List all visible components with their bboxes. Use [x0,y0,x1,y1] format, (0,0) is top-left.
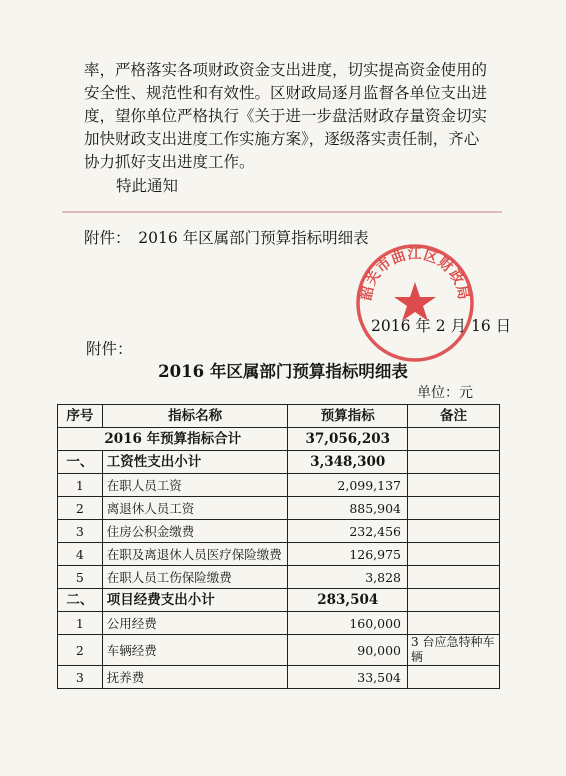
row-amount: 160,000 [288,612,408,635]
row-amount: 885,904 [288,497,408,520]
row-no: 3 [58,666,103,689]
row-amount: 33,504 [288,666,408,689]
row-name: 在职人员工资 [102,474,288,497]
row-name: 住房公积金缴费 [102,520,288,543]
official-seal-icon [354,242,476,364]
row-note: 3 台应急特种车辆 [408,635,500,666]
body-line-2: 安全性、规范性和有效性。区财政局逐月监督各单位支出进 [84,84,488,102]
table-row [58,497,500,520]
body-line-3: 度，望你单位严格执行《关于进一步盘活财政存量资金切实 [84,107,488,125]
row-name: 在职及离退休人员医疗保险缴费 [102,543,288,566]
row-note [408,497,500,520]
table-row [58,566,500,589]
row-note [408,666,500,689]
table-row [58,612,500,635]
row-name: 工资性支出小计 [102,451,288,474]
row-no: 2 [58,497,103,520]
row-no: 1 [58,612,103,635]
row-no: 2 [58,635,103,666]
row-amount: 3,828 [288,566,408,589]
row-amount: 3,348,300 [288,451,408,474]
table-row [58,589,500,612]
table-row [58,635,500,666]
header-name: 指标名称 [102,405,288,428]
row-note [408,520,500,543]
row-name: 车辆经费 [102,635,288,666]
table-header-row [58,405,500,428]
total-amount: 37,056,203 [288,428,408,451]
table-row [58,666,500,689]
row-no: 1 [58,474,103,497]
row-name: 公用经费 [102,612,288,635]
row-no: 二、 [58,589,103,612]
table-title: 2016 年区属部门预算指标明细表 [158,362,408,381]
row-no: 4 [58,543,103,566]
row-note [408,589,500,612]
table-row [58,451,500,474]
table-body [58,451,500,689]
row-amount: 283,504 [288,589,408,612]
row-name: 离退休人员工资 [102,497,288,520]
row-note [408,543,500,566]
table-row [58,474,500,497]
row-note [408,451,500,474]
unit-label: 单位：元 [417,385,473,401]
table-row [58,520,500,543]
body-line-5: 协力抓好支出进度工作。 [84,153,255,171]
svg-text:韶关市曲江区财政局: 韶关市曲江区财政局 [358,246,472,302]
row-amount: 90,000 [288,635,408,666]
row-name: 项目经费支出小计 [102,589,288,612]
attachment-label: 附件： [86,340,133,358]
body-line-4: 加快财政支出进度工作实施方案》，逐级落实责任制，齐心 [84,130,480,148]
row-no: 3 [58,520,103,543]
row-amount: 126,975 [288,543,408,566]
attachment-note: 附件： 2016 年区属部门预算指标明细表 [84,229,369,247]
row-name: 抚养费 [102,666,288,689]
row-note [408,612,500,635]
total-note [408,428,500,451]
table-row [58,543,500,566]
row-name: 在职人员工伤保险缴费 [102,566,288,589]
header-amount: 预算指标 [288,405,408,428]
row-amount: 232,456 [288,520,408,543]
body-line-1: 率，严格落实各项财政资金支出进度，切实提高资金使用的 [84,61,488,79]
header-note: 备注 [408,405,500,428]
total-row [58,428,500,451]
row-no: 5 [58,566,103,589]
row-note [408,566,500,589]
page-divider [62,211,502,213]
row-amount: 2,099,137 [288,474,408,497]
document-date: 2016 年 2 月 16 日 [371,317,512,335]
header-no: 序号 [58,405,103,428]
closing-text: 特此通知 [116,177,179,195]
budget-table [57,404,500,689]
row-no: 一、 [58,451,103,474]
total-name: 2016 年预算指标合计 [58,428,288,451]
row-note [408,474,500,497]
